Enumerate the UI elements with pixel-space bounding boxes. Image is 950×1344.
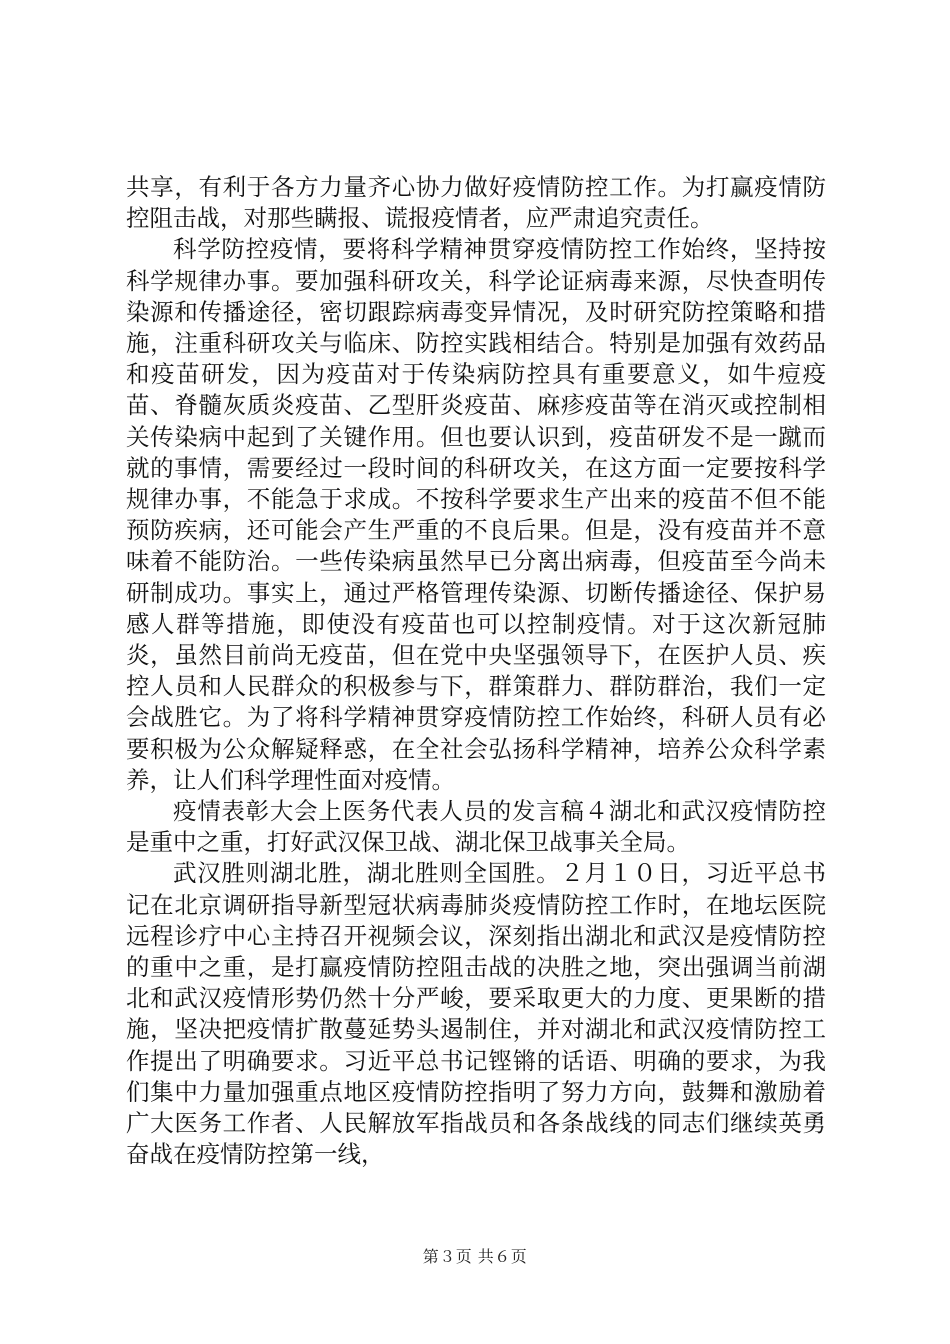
paragraph-4: 武汉胜则湖北胜，湖北胜则全国胜。２月１０日，习近平总书记在北京调研指导新型冠状病毒肺炎疫情防控工作时，在地坛医院远程诊疗中心主持召开视频会议，深刻指出湖北和武汉是疫情防控的重中之重，是打赢疫情防控阻击战的决胜之地，突出强调当前湖北和武汉疫情形势仍然十分严峻，要采取更大的力度、更果断的措施，坚决把疫情扩散蔓延势头遏制住，并对湖北和武汉疫情防控工作提出了明确要求。习近平总书记铿锵的话语、明确的要求，为我们集中力量加强重点地区疫情防控指明了努力方向，鼓舞和激励着广大医务工作者、人民解放军指战员和各条战线的同志们继续英勇奋战在疫情防控第一线， [126,859,826,1169]
document-body [126,172,826,1171]
page-number-footer: 第３页 共６页 [422,1247,528,1266]
paragraph-1: 共享，有利于各方力量齐心协力做好疫情防控工作。为打赢疫情防控阻击战，对那些瞒报、谎报疫情者，应严肃追究责任。 [126,173,826,233]
paragraph-3: 疫情表彰大会上医务代表人员的发言稿４湖北和武汉疫情防控是重中之重，打好武汉保卫战、湖北保卫战事关全局。 [126,797,826,857]
paragraph-2: 科学防控疫情，要将科学精神贯穿疫情防控工作始终，坚持按科学规律办事。要加强科研攻关，科学论证病毒来源，尽快查明传染源和传播途径，密切跟踪病毒变异情况，及时研究防控策略和措施，注重科研攻关与临床、防控实践相结合。特别是加强有效药品和疫苗研发，因为疫苗对于传染病防控具有重要意义，如牛痘疫苗、脊髓灰质炎疫苗、乙型肝炎疫苗、麻疹疫苗等在消灭或控制相关传染病中起到了关键作用。但也要认识到，疫苗研发不是一蹴而就的事情，需要经过一段时间的科研攻关，在这方面一定要按科学规律办事，不能急于求成。不按科学要求生产出来的疫苗不但不能预防疾病，还可能会产生严重的不良后果。但是，没有疫苗并不意味着不能防治。一些传染病虽然早已分离出病毒，但疫苗至今尚未研制成功。事实上，通过严格管理传染源、切断传播途径、保护易感人群等措施，即使没有疫苗也可以控制疫情。对于这次新冠肺炎，虽然目前尚无疫苗，但在党中央坚强领导下，在医护人员、疾控人员和人民群众的积极参与下，群策群力、群防群治，我们一定会战胜它。为了将科学精神贯穿疫情防控工作始终，科研人员有必要积极为公众解疑释惑，在全社会弘扬科学精神，培养公众科学素养，让人们科学理性面对疫情。 [126,235,826,794]
